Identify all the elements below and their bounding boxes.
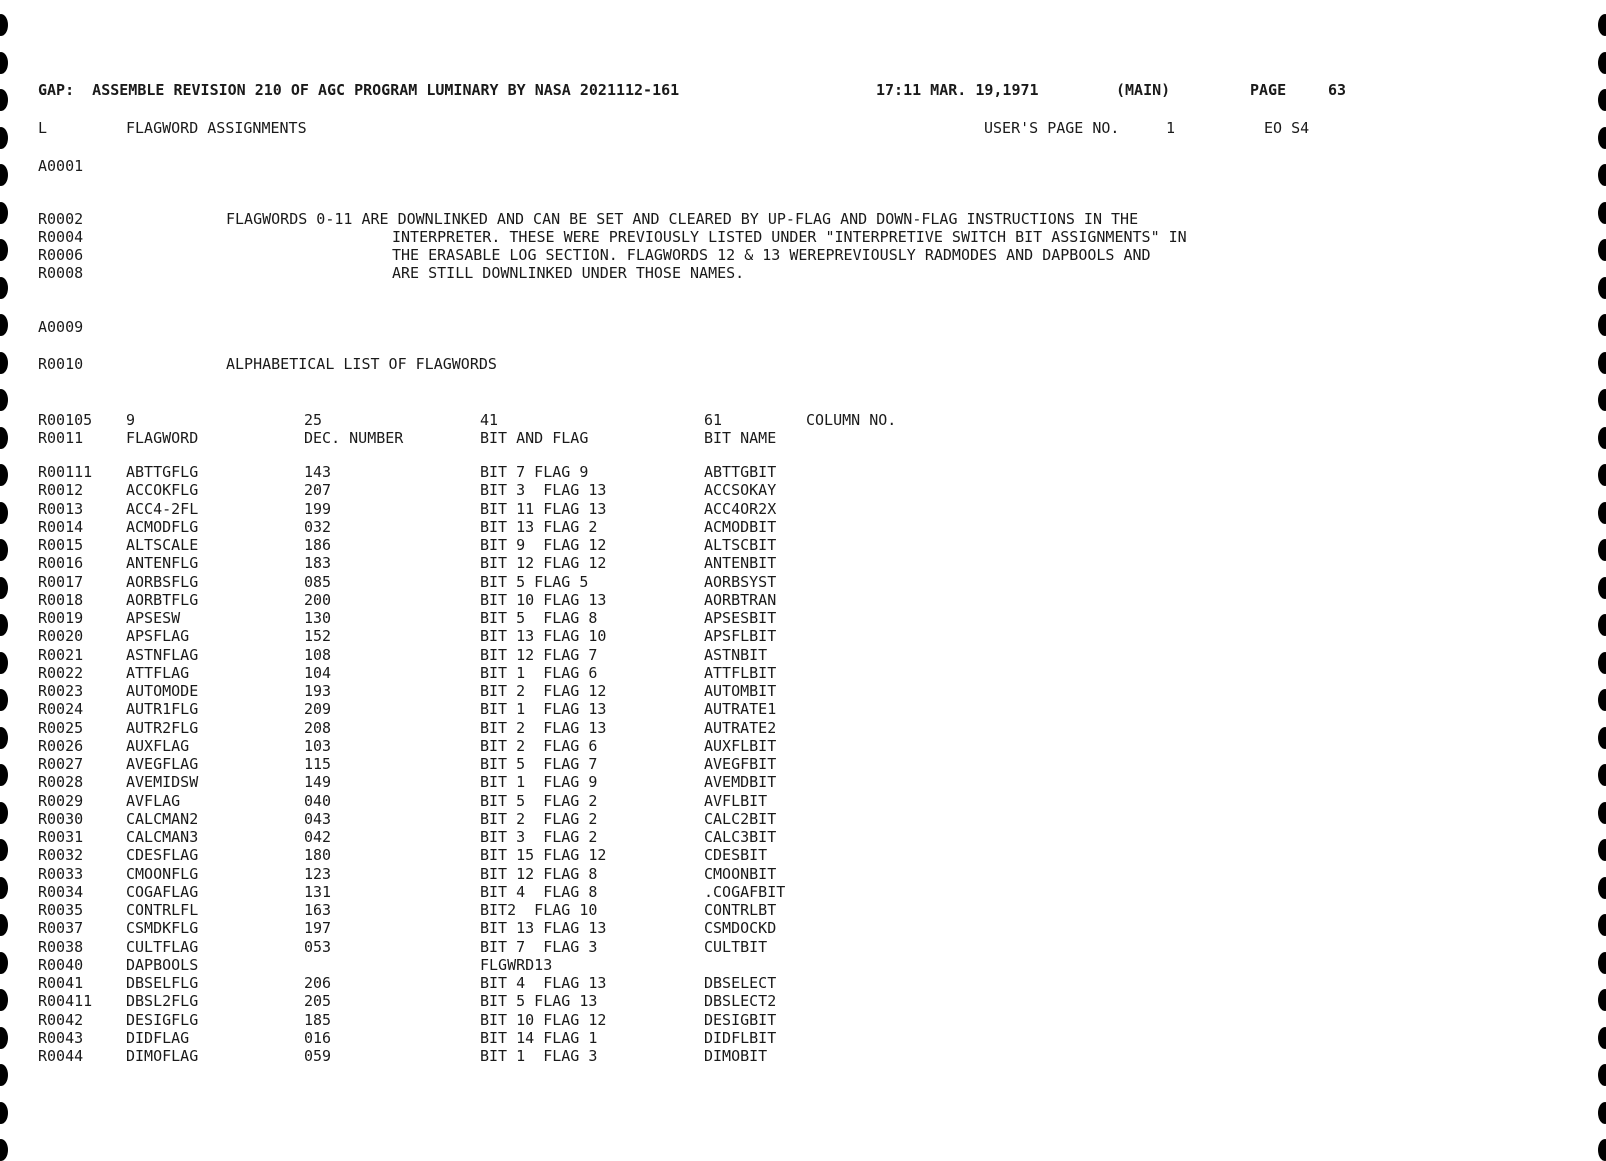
bit-name-cell: AORBSYST [704,572,777,591]
table-row [0,682,1606,700]
bit-and-flag-cell: BIT 1 FLAG 13 [480,700,607,719]
feed-hole [0,89,8,111]
section-label: (MAIN) [1116,81,1171,99]
bit-name-cell: AVEGFBIT [704,755,777,773]
bit-and-flag-cell: BIT 13 FLAG 10 [480,627,607,646]
comment-line-4: ARE STILL DOWNLINKED UNDER THOSE NAMES. [392,264,745,282]
line-id: R0030 [38,809,84,828]
dec-number-cell: 199 [304,499,332,518]
table-row [0,992,1606,1010]
flagword-cell: AORBSFLG [126,572,199,591]
line-id: R0022 [38,663,84,682]
line-id: R0024 [38,700,84,719]
line-id: R0042 [38,1010,84,1029]
flagword-cell: DIDFLAG [126,1028,190,1047]
table-row [0,719,1606,737]
flagword-cell: AVEGFLAG [126,755,199,773]
comment-line-1: FLAGWORDS 0-11 ARE DOWNLINKED AND CAN BE SET AND CLEARED BY UP-FLAG AND DOWN-FLAG INSTRUCTIONS IN THE [226,210,1139,228]
bit-and-flag-cell: BIT 3 FLAG 13 [480,481,607,500]
bit-name-cell: AUTRATE2 [704,718,777,737]
table-row [0,755,1606,773]
line-id: R0014 [38,517,84,536]
bit-name-cell: DBSELECT [704,974,777,992]
table-row [0,901,1606,919]
dec-number-cell: 197 [304,919,332,938]
dec-number-cell: 123 [304,864,332,883]
page-number: 63 [1328,81,1347,99]
line-id: R0034 [38,882,84,901]
feed-hole [0,314,8,336]
line-id: R0018 [38,590,84,609]
line-id: R0027 [38,755,84,773]
flagword-cell: ACMODFLG [126,517,199,536]
flagword-cell: DBSL2FLG [126,992,199,1011]
dec-number-cell: 040 [304,791,332,810]
line-id: R0043 [38,1028,84,1047]
dec-number-cell: 103 [304,736,332,755]
users-page-number: 1 [1166,119,1176,137]
bit-and-flag-cell: BIT 5 FLAG 7 [480,755,598,773]
bit-and-flag-cell: BIT 10 FLAG 13 [480,590,607,609]
feed-hole [0,352,8,374]
table-row [0,646,1606,664]
dec-number-cell: 152 [304,627,332,646]
dec-number-cell: 193 [304,682,332,700]
dec-number-cell: 183 [304,554,332,573]
eo-code: EO S4 [1264,119,1310,137]
line-id: R0016 [38,554,84,573]
bit-name-cell: ABTTGBIT [704,463,777,481]
bit-name-cell: AVFLBIT [704,791,768,810]
feed-hole [1598,14,1606,36]
line-id-r0004: R0004 [38,228,84,246]
bit-name-cell: DIDFLBIT [704,1028,777,1047]
dec-number-cell: 208 [304,718,332,737]
dec-number-cell: 016 [304,1028,332,1047]
flagword-cell: CALCMAN3 [126,828,199,846]
bit-name-cell: ASTNBIT [704,645,768,664]
feed-hole [1598,164,1606,186]
feed-hole [0,164,8,186]
page-label: PAGE [1250,81,1287,99]
bit-name-cell: ACC4OR2X [704,499,777,518]
feed-hole [1598,1102,1606,1124]
col-number-2: 25 [304,411,323,429]
flagword-cell: CSMDKFLG [126,919,199,938]
table-row [0,828,1606,846]
bit-and-flag-cell: BIT 12 FLAG 12 [480,554,607,573]
line-id: R0040 [38,955,84,974]
list-title: ALPHABETICAL LIST OF FLAGWORDS [226,355,497,373]
listing-marker: L [38,119,48,137]
flagword-cell: AUTR1FLG [126,700,199,719]
feed-hole [0,127,8,149]
bit-and-flag-cell: BIT 13 FLAG 13 [480,919,607,938]
bit-and-flag-cell: BIT 15 FLAG 12 [480,846,607,865]
line-id-r0010: R0010 [38,355,84,373]
dec-number-cell: 149 [304,773,332,792]
feed-hole [0,1102,8,1124]
header-bit-name: BIT NAME [704,429,777,447]
dec-number-cell: 032 [304,517,332,536]
flagword-cell: ACC4-2FL [126,499,199,518]
bit-name-cell: DESIGBIT [704,1010,777,1029]
bit-and-flag-cell: BIT 2 FLAG 6 [480,736,598,755]
table-row [0,883,1606,901]
feed-hole [1598,352,1606,374]
bit-name-cell: ACCSOKAY [704,481,777,500]
bit-and-flag-cell: BIT 4 FLAG 8 [480,882,598,901]
bit-and-flag-cell: FLGWRD13 [480,955,553,974]
table-row [0,591,1606,609]
line-id: R0017 [38,572,84,591]
flagword-cell: ASTNFLAG [126,645,199,664]
dec-number-cell: 115 [304,755,332,773]
bit-name-cell: APSESBIT [704,609,777,627]
table-row [0,1029,1606,1047]
line-id: R0035 [38,901,84,919]
bit-name-cell: ACMODBIT [704,517,777,536]
bit-and-flag-cell: BIT 2 FLAG 12 [480,682,607,700]
feed-hole [1598,277,1606,299]
bit-and-flag-cell: BIT 1 FLAG 6 [480,663,598,682]
bit-and-flag-cell: BIT 7 FLAG 3 [480,937,598,956]
bit-and-flag-cell: BIT 5 FLAG 5 [480,572,589,591]
dec-number-cell: 053 [304,937,332,956]
table-row [0,919,1606,937]
users-page-label: USER'S PAGE NO. [984,119,1120,137]
flagword-cell: AORBTFLG [126,590,199,609]
table-row [0,554,1606,572]
bit-name-cell: CONTRLBT [704,901,777,919]
dec-number-cell: 185 [304,1010,332,1029]
table-row [0,974,1606,992]
flagword-cell: ATTFLAG [126,663,190,682]
table-row [0,1047,1606,1065]
table-row [0,500,1606,518]
feed-hole [0,389,8,411]
bit-name-cell: CULTBIT [704,937,768,956]
line-id: R0028 [38,773,84,792]
flagword-cell: ACCOKFLG [126,481,199,500]
col-number-4: 61 [704,411,723,429]
dec-number-cell: 042 [304,828,332,846]
bit-name-cell: AVEMDBIT [704,773,777,792]
header-bit-and-flag: BIT AND FLAG [480,429,589,447]
col-number-3: 41 [480,411,499,429]
dec-number-cell: 207 [304,481,332,500]
line-id: R0044 [38,1047,84,1065]
bit-name-cell: CALC3BIT [704,828,777,846]
flagword-cell: CONTRLFL [126,901,199,919]
bit-and-flag-cell: BIT 2 FLAG 13 [480,718,607,737]
line-id: R0013 [38,499,84,518]
line-id: R0011 [38,429,84,447]
dec-number-cell: 130 [304,609,332,627]
table-row [0,609,1606,627]
feed-hole [1598,202,1606,224]
bit-and-flag-cell: BIT 5 FLAG 2 [480,791,598,810]
flagword-cell: COGAFLAG [126,882,199,901]
bit-and-flag-cell: BIT 5 FLAG 8 [480,609,598,627]
flagword-cell: DESIGFLG [126,1010,199,1029]
feed-hole [1598,89,1606,111]
flagword-cell: CALCMAN2 [126,809,199,828]
dec-number-cell: 200 [304,590,332,609]
table-row [0,518,1606,536]
flagword-cell: AVEMIDSW [126,773,199,792]
assembly-header: GAP: ASSEMBLE REVISION 210 OF AGC PROGRAM LUMINARY BY NASA 2021112-161 [38,81,680,99]
bit-and-flag-cell: BIT 3 FLAG 2 [480,828,598,846]
feed-hole [1598,389,1606,411]
bit-and-flag-cell: BIT 5 FLAG 13 [480,992,598,1011]
line-id: R00105 [38,411,93,429]
line-id: R0029 [38,791,84,810]
dec-number-cell: 209 [304,700,332,719]
table-row [0,627,1606,645]
dec-number-cell: 104 [304,663,332,682]
header-dec-number: DEC. NUMBER [304,429,404,447]
line-id-r0008: R0008 [38,264,84,282]
table-row [0,938,1606,956]
bit-and-flag-cell: BIT 10 FLAG 12 [480,1010,607,1029]
bit-name-cell: CDESBIT [704,846,768,865]
bit-and-flag-cell: BIT 2 FLAG 2 [480,809,598,828]
line-id: R0025 [38,718,84,737]
table-row [0,865,1606,883]
bit-name-cell: CSMDOCKD [704,919,777,938]
comment-line-2: INTERPRETER. THESE WERE PREVIOUSLY LISTED UNDER "INTERPRETIVE SWITCH BIT ASSIGNMENTS" IN [392,228,1187,246]
line-id: R0023 [38,682,84,700]
page-title: FLAGWORD ASSIGNMENTS [126,119,307,137]
table-row [0,773,1606,791]
feed-hole [0,202,8,224]
table-row [0,463,1606,481]
flagword-cell: CULTFLAG [126,937,199,956]
feed-hole [1598,239,1606,261]
bit-and-flag-cell: BIT 1 FLAG 3 [480,1047,598,1065]
dec-number-cell: 043 [304,809,332,828]
bit-name-cell: APSFLBIT [704,627,777,646]
bit-name-cell: ATTFLBIT [704,663,777,682]
flagword-cell: ABTTGFLG [126,463,199,481]
bit-name-cell: AUTRATE1 [704,700,777,719]
bit-and-flag-cell: BIT 12 FLAG 7 [480,645,598,664]
flagword-cell: AUTR2FLG [126,718,199,737]
feed-hole [1598,52,1606,74]
table-header-row [0,429,1606,447]
flagword-cell: DBSELFLG [126,974,199,992]
bit-and-flag-cell: BIT 11 FLAG 13 [480,499,607,518]
line-id: R0020 [38,627,84,646]
flagword-cell: ALTSCALE [126,536,199,554]
feed-hole [1598,127,1606,149]
bit-and-flag-cell: BIT 1 FLAG 9 [480,773,598,792]
bit-name-cell: CALC2BIT [704,809,777,828]
table-row [0,536,1606,554]
flagword-cell: CDESFLAG [126,846,199,865]
line-id: R0012 [38,481,84,500]
flagword-cell: DIMOFLAG [126,1047,199,1065]
table-row [0,1011,1606,1029]
line-id: R0037 [38,919,84,938]
bit-and-flag-cell: BIT 14 FLAG 1 [480,1028,598,1047]
line-id-r0002: R0002 [38,210,84,228]
bit-name-cell: DIMOBIT [704,1047,768,1065]
col-number-1: 9 [126,411,136,429]
feed-hole [0,1064,8,1086]
bit-name-cell: ALTSCBIT [704,536,777,554]
line-id: R0031 [38,828,84,846]
line-id-a0009: A0009 [38,318,84,336]
bit-name-cell: ANTENBIT [704,554,777,573]
dec-number-cell: 186 [304,536,332,554]
dec-number-cell: 180 [304,846,332,865]
flagword-cell: AUXFLAG [126,736,190,755]
line-id: R0038 [38,937,84,956]
line-id-r0006: R0006 [38,246,84,264]
bit-and-flag-cell: BIT 13 FLAG 2 [480,517,598,536]
line-id: R0032 [38,846,84,865]
flagword-cell: ANTENFLG [126,554,199,573]
table-row [0,737,1606,755]
line-id-a0001: A0001 [38,157,84,175]
table-row [0,846,1606,864]
line-id: R0021 [38,645,84,664]
flagword-cell: AUTOMODE [126,682,199,700]
bit-name-cell: AORBTRAN [704,590,777,609]
bit-name-cell: .COGAFBIT [704,882,786,901]
bit-and-flag-cell: BIT2 FLAG 10 [480,901,598,919]
bit-and-flag-cell: BIT 9 FLAG 12 [480,536,607,554]
feed-hole [1598,1139,1606,1161]
flagword-cell: CMOONFLG [126,864,199,883]
dec-number-cell: 085 [304,572,332,591]
line-id: R0026 [38,736,84,755]
dec-number-cell: 131 [304,882,332,901]
line-id: R00111 [38,463,93,481]
feed-hole [0,1139,8,1161]
dec-number-cell: 108 [304,645,332,664]
feed-hole [1598,1064,1606,1086]
comment-line-3: THE ERASABLE LOG SECTION. FLAGWORDS 12 & 13 WEREPREVIOUSLY RADMODES AND DAPBOOLS AND [392,246,1151,264]
feed-hole [0,14,8,36]
flagword-cell: AVFLAG [126,791,181,810]
bit-and-flag-cell: BIT 4 FLAG 13 [480,974,607,992]
feed-hole [0,52,8,74]
table-row [0,792,1606,810]
line-id: R0041 [38,974,84,992]
col-number-label: COLUMN NO. [806,411,897,429]
table-row [0,810,1606,828]
line-id: R00411 [38,992,93,1011]
table-row [0,700,1606,718]
bit-and-flag-cell: BIT 12 FLAG 8 [480,864,598,883]
line-id: R0019 [38,609,84,627]
table-row [0,956,1606,974]
flagword-cell: APSESW [126,609,181,627]
column-number-row [0,411,1606,429]
bit-and-flag-cell: BIT 7 FLAG 9 [480,463,589,481]
dec-number-cell: 163 [304,901,332,919]
feed-hole [1598,314,1606,336]
dec-number-cell: 205 [304,992,332,1011]
header-flagword: FLAGWORD [126,429,199,447]
bit-name-cell: AUTOMBIT [704,682,777,700]
bit-name-cell: AUXFLBIT [704,736,777,755]
timestamp: 17:11 MAR. 19,1971 [876,81,1039,99]
flagword-cell: APSFLAG [126,627,190,646]
line-id: R0033 [38,864,84,883]
feed-hole [0,277,8,299]
dec-number-cell: 059 [304,1047,332,1065]
dec-number-cell: 143 [304,463,332,481]
flagword-cell: DAPBOOLS [126,955,199,974]
feed-hole [0,239,8,261]
dec-number-cell: 206 [304,974,332,992]
table-row [0,481,1606,499]
bit-name-cell: CMOONBIT [704,864,777,883]
line-id: R0015 [38,536,84,554]
table-row [0,573,1606,591]
table-row [0,664,1606,682]
bit-name-cell: DBSLECT2 [704,992,777,1011]
